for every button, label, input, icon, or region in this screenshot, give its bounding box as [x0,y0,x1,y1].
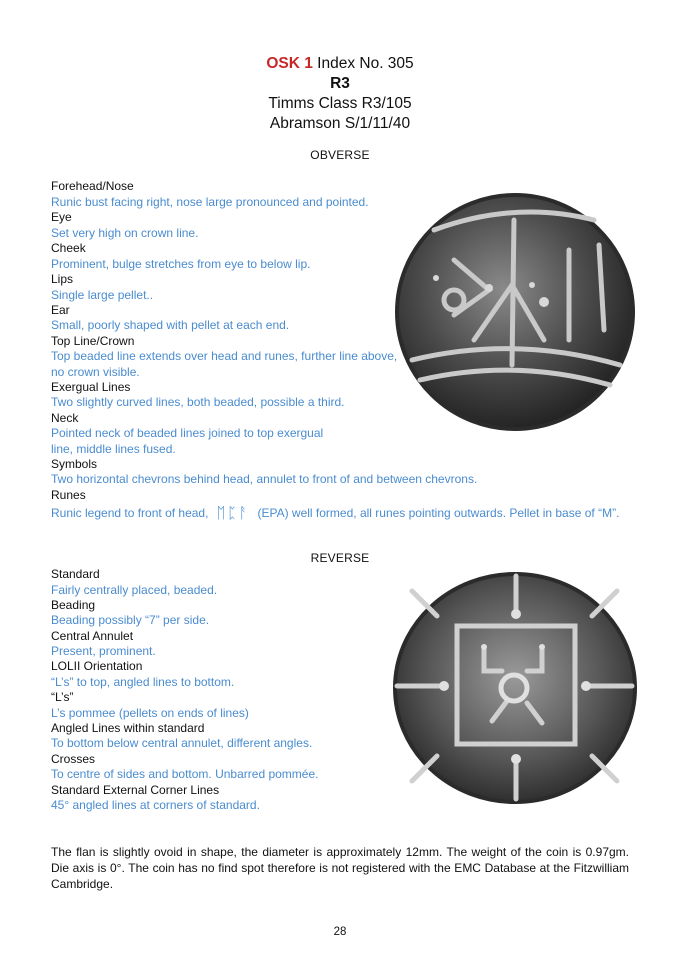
field-value: Single large pellet.. [51,287,154,302]
field-label: Cheek [51,241,86,255]
field-value: To centre of sides and bottom. Unbarred pommée. [51,767,319,781]
reverse-heading: REVERSE [310,551,370,565]
obverse-heading: OBVERSE [310,148,370,162]
field-value: Two horizontal chevrons behind head, annulet to front of and between chevrons. [51,472,478,486]
field-label: Ear [51,302,70,317]
field-label: Standard External Corner Lines [51,782,220,797]
field-value: Beading possibly “7” per side. [51,613,210,627]
field-label: Crosses [51,751,96,766]
field-label: Central Annulet [51,628,134,643]
runes-glyphs: ᛖᛈᚨ [216,504,250,522]
osk-number: OSK 1 [266,55,313,72]
field-value: Pointed neck of beaded lines joined to top exergual [51,426,324,440]
field-value: Top beaded line extends over head and runes, further line above, [51,349,398,363]
timms-class: Timms Class R3/105 [268,95,412,112]
field-label: Lips [51,272,74,286]
coin-header [0,54,680,134]
field-label: Eye [51,210,72,224]
field-value: Present, prominent. [51,644,156,658]
field-label: Exergual Lines [51,379,131,394]
runes-value-pre: Runic legend to front of head, [51,506,209,520]
field-label: “L’s” [51,690,74,704]
field-label: LOLII Orientation [51,659,143,673]
title-line [0,54,680,74]
field-label: Top Line/Crown [51,333,135,348]
field-value: “L’s” to top, angled lines to bottom. [51,674,235,689]
field-value-continued: line, middle lines fused. [51,441,176,456]
field-value-continued: no crown visible. [51,364,140,379]
field-value: Runic bust facing right, nose large pronounced and pointed. [51,194,369,209]
abramson-ref: Abramson S/1/11/40 [269,115,411,132]
field-label: Angled Lines within standard [51,721,205,735]
field-value: L’s pommee (pellets on ends of lines) [51,705,249,720]
field-value: Set very high on crown line. [51,225,199,240]
field-value: 45° angled lines at corners of standard. [51,798,260,812]
runes-value [51,505,619,522]
field-label: Symbols [51,456,98,471]
field-label: Runes [51,487,86,502]
field-label: Standard [51,567,100,581]
index-number: Index No. 305 [312,55,414,72]
field-value: Small, poorly shaped with pellet at each end. [51,318,290,332]
field-label: Neck [51,410,79,425]
r-class: R3 [330,75,350,92]
obverse-coin-image [394,190,636,432]
runes-value-post: (EPA) well formed, all runes pointing outwards. Pellet in base of “M”. [257,506,620,520]
reverse-coin-image [392,571,638,805]
page-number: 28 [333,926,347,938]
field-value: To bottom below central annulet, different angles. [51,736,313,750]
field-label: Forehead/Nose [51,179,134,193]
coin-description: The flan is slightly ovoid in shape, the diameter is approximately 12mm. The weight of the coin is 0.97gm. Die axis is 0°. The coin has no find spot therefore is not registered with the EMC Database at the Fitzwilliam Cambridge. [51,845,629,891]
field-value: Fairly centrally placed, beaded. [51,582,218,597]
field-value: Two slightly curved lines, both beaded, possible a third. [51,395,345,409]
field-value: Prominent, bulge stretches from eye to below lip. [51,256,311,271]
field-label: Beading [51,597,96,612]
